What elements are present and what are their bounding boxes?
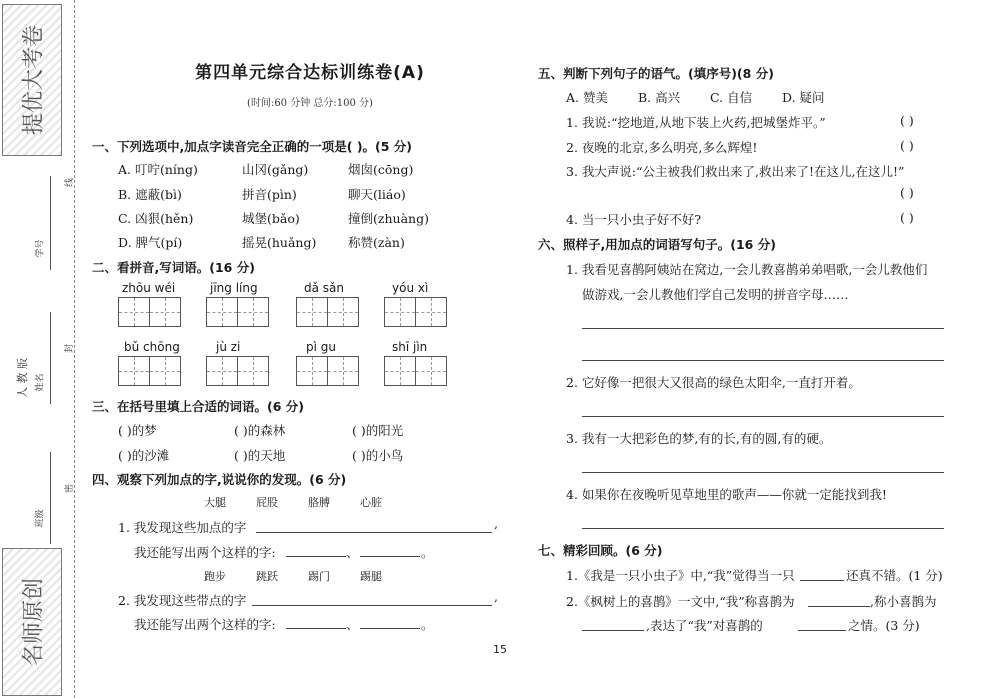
cut-mark-line: 线	[65, 177, 76, 188]
cut-line	[74, 0, 75, 698]
q1-a1: A. 叮咛(níng)	[118, 162, 198, 177]
pinyin-3: dǎ sǎn	[304, 281, 344, 295]
cut-mark-seal: 封	[65, 343, 76, 354]
q4-word-7: 踢门	[308, 570, 330, 583]
q1-a2: 山冈(gǎng)	[242, 162, 309, 177]
q6-sentence-2: 2. 它好像一把很大又很高的绿色太阳伞,一直打开着。	[566, 375, 861, 390]
writing-grid-8[interactable]	[385, 356, 447, 386]
q1-b2: 拼音(pìn)	[242, 187, 297, 202]
q4-word-6: 跳跃	[256, 570, 278, 583]
edition-label: 人 教 版	[16, 358, 29, 398]
q7-blank-1[interactable]	[800, 580, 844, 581]
q5-answer-3[interactable]: ( )	[900, 185, 914, 200]
q1-b3: 聊天(liáo)	[348, 187, 406, 202]
q3-item-1[interactable]: ( )的梦	[118, 423, 157, 438]
q6-sentence-1a: 1. 我看见喜鹊阿姨站在窝边,一会儿教喜鹊弟弟唱歌,一会儿教他们	[566, 262, 928, 277]
q4-comma-2: ,	[494, 589, 498, 604]
q1-d2: 摇晃(huǎng)	[242, 235, 317, 250]
q3-item-6[interactable]: ( )的小鸟	[352, 448, 404, 463]
brand-box-bottom	[2, 548, 62, 696]
q4-line-2: 2. 我发现这些带点的字	[118, 593, 247, 608]
q3-item-3[interactable]: ( )的阳光	[352, 423, 404, 438]
q5-sentence-3: 3. 我大声说:“公主被我们救出来了,救出来了!在这儿,在这儿!”	[566, 164, 905, 179]
q4-word-8: 踢腿	[360, 570, 382, 583]
q6-answer-line-4[interactable]	[582, 472, 944, 473]
q6-answer-line-3[interactable]	[582, 416, 944, 417]
q5-option-d: D. 疑问	[782, 90, 825, 105]
q1-c2: 城堡(bǎo)	[242, 211, 300, 226]
q5-option-b: B. 高兴	[638, 90, 681, 105]
class-underline	[50, 452, 51, 544]
q4-heading: 四、观察下列加点的字,说说你的发现。(6 分)	[92, 472, 347, 487]
q3-item-2[interactable]: ( )的森林	[234, 423, 286, 438]
q4-answer-line-1[interactable]	[256, 532, 492, 533]
student-no-underline	[50, 176, 51, 270]
name-label: 姓名	[35, 373, 46, 392]
q4-answer-line-2[interactable]	[252, 605, 492, 606]
q4-word-1: 大腿	[204, 496, 226, 509]
q5-sentence-4: 4. 当一只小虫子好不好?	[566, 212, 702, 227]
q7-blank-2[interactable]	[808, 606, 870, 607]
pinyin-5: bǔ chōng	[124, 340, 180, 354]
q5-option-a: A. 赞美	[566, 90, 608, 105]
pinyin-7: pì gu	[306, 340, 336, 354]
q6-sentence-1b: 做游戏,一会儿教他们学自己发明的拼音字母……	[582, 287, 849, 302]
class-label: 班级	[35, 509, 46, 528]
q1-c3: 撞倒(zhuàng)	[348, 211, 429, 226]
writing-grid-2[interactable]	[207, 297, 269, 327]
writing-grid-1[interactable]	[119, 297, 181, 327]
writing-grid-3[interactable]	[297, 297, 359, 327]
q7-line-2d: 之情。(3 分)	[848, 618, 920, 633]
student-no-label: 学号	[35, 239, 46, 258]
q4-word-4: 心脏	[360, 496, 382, 509]
brand-box-top	[2, 4, 62, 156]
q6-sentence-4: 4. 如果你在夜晚听见草地里的歌声——你就一定能找到我!	[566, 487, 887, 502]
page-title: 第四单元综合达标训练卷(A)	[195, 63, 425, 83]
q7-line-1b: 还真不错。(1 分)	[846, 568, 943, 583]
q4-more-1: 我还能写出两个这样的字:	[134, 545, 276, 560]
cut-mark-secret: 密	[65, 483, 76, 494]
name-underline	[50, 312, 51, 404]
writing-grid-6[interactable]	[207, 356, 269, 386]
q3-item-5[interactable]: ( )的天地	[234, 448, 286, 463]
q4-answer-b[interactable]	[360, 556, 420, 557]
q4-word-5: 跑步	[204, 570, 226, 583]
binding-sidebar	[0, 0, 76, 698]
q7-blank-3[interactable]	[582, 630, 644, 631]
q7-blank-4[interactable]	[798, 630, 846, 631]
q7-line-2c: ,表达了“我”对喜鹊的	[646, 618, 763, 633]
q1-d1: D. 脾气(pí)	[118, 235, 183, 250]
q5-sentence-1: 1. 我说:“挖地道,从地下装上火药,把城堡炸平。”	[566, 115, 826, 130]
q5-answer-2[interactable]: ( )	[900, 138, 914, 153]
q6-answer-line-2[interactable]	[582, 360, 944, 361]
q1-d3: 称赞(zàn)	[348, 235, 405, 250]
q5-option-c: C. 自信	[710, 90, 753, 105]
q5-answer-1[interactable]: ( )	[900, 113, 914, 128]
writing-grid-4[interactable]	[385, 297, 447, 327]
q4-answer-d[interactable]	[360, 628, 420, 629]
q6-heading: 六、照样子,用加点的词语写句子。(16 分)	[538, 237, 776, 252]
q4-sep-2: 、	[346, 617, 359, 632]
q6-answer-line-5[interactable]	[582, 528, 944, 529]
pinyin-8: shī jìn	[392, 340, 428, 354]
q4-comma-1: ,	[494, 516, 498, 531]
q1-c1: C. 凶狠(hěn)	[118, 211, 194, 226]
q4-word-2: 屁股	[256, 496, 278, 509]
pinyin-2: jīng líng	[210, 281, 258, 295]
q7-heading: 七、精彩回顾。(6 分)	[538, 543, 663, 558]
q5-sentence-2: 2. 夜晚的北京,多么明亮,多么辉煌!	[566, 140, 758, 155]
q7-line-2b: ,称小喜鹊为	[870, 594, 937, 609]
q7-line-2a: 2.《枫树上的喜鹊》一文中,“我”称喜鹊为	[566, 594, 795, 609]
pinyin-6: jù zi	[216, 340, 241, 354]
q5-heading: 五、判断下列句子的语气。(填序号)(8 分)	[538, 66, 774, 81]
q4-period-1: 。	[421, 545, 434, 560]
q4-answer-a[interactable]	[286, 556, 346, 557]
q1-heading: 一、下列选项中,加点字读音完全正确的一项是( )。(5 分)	[92, 139, 413, 154]
q4-more-2: 我还能写出两个这样的字:	[134, 617, 276, 632]
brand-top-text: 提优大考卷	[21, 24, 47, 136]
exam-info: (时间:60 分钟 总分:100 分)	[247, 98, 373, 109]
q2-heading: 二、看拼音,写词语。(16 分)	[92, 260, 255, 275]
q1-b1: B. 遮蔽(bì)	[118, 187, 182, 202]
pinyin-1: zhōu wéi	[122, 281, 176, 295]
writing-grid-7[interactable]	[297, 356, 359, 386]
q6-sentence-3: 3. 我有一大把彩色的梦,有的长,有的圆,有的硬。	[566, 431, 832, 446]
q4-line-1: 1. 我发现这些加点的字	[118, 520, 247, 535]
q4-sep-1: 、	[346, 545, 359, 560]
q4-period-2: 。	[421, 617, 434, 632]
pinyin-4: yóu xì	[392, 281, 429, 295]
brand-bottom-text: 名师原创	[21, 577, 47, 667]
q6-answer-line-1[interactable]	[582, 328, 944, 329]
q4-word-3: 胳膊	[308, 496, 330, 509]
writing-grid-5[interactable]	[119, 356, 181, 386]
q3-heading: 三、在括号里填上合适的词语。(6 分)	[92, 399, 304, 414]
q3-item-4[interactable]: ( )的沙滩	[118, 448, 170, 463]
q5-answer-4[interactable]: ( )	[900, 210, 914, 225]
q7-line-1a: 1.《我是一只小虫子》中,“我”觉得当一只	[566, 568, 795, 583]
page-number: 15	[493, 643, 507, 656]
q1-a3: 烟囱(cōng)	[348, 162, 414, 177]
q4-answer-c[interactable]	[286, 628, 346, 629]
